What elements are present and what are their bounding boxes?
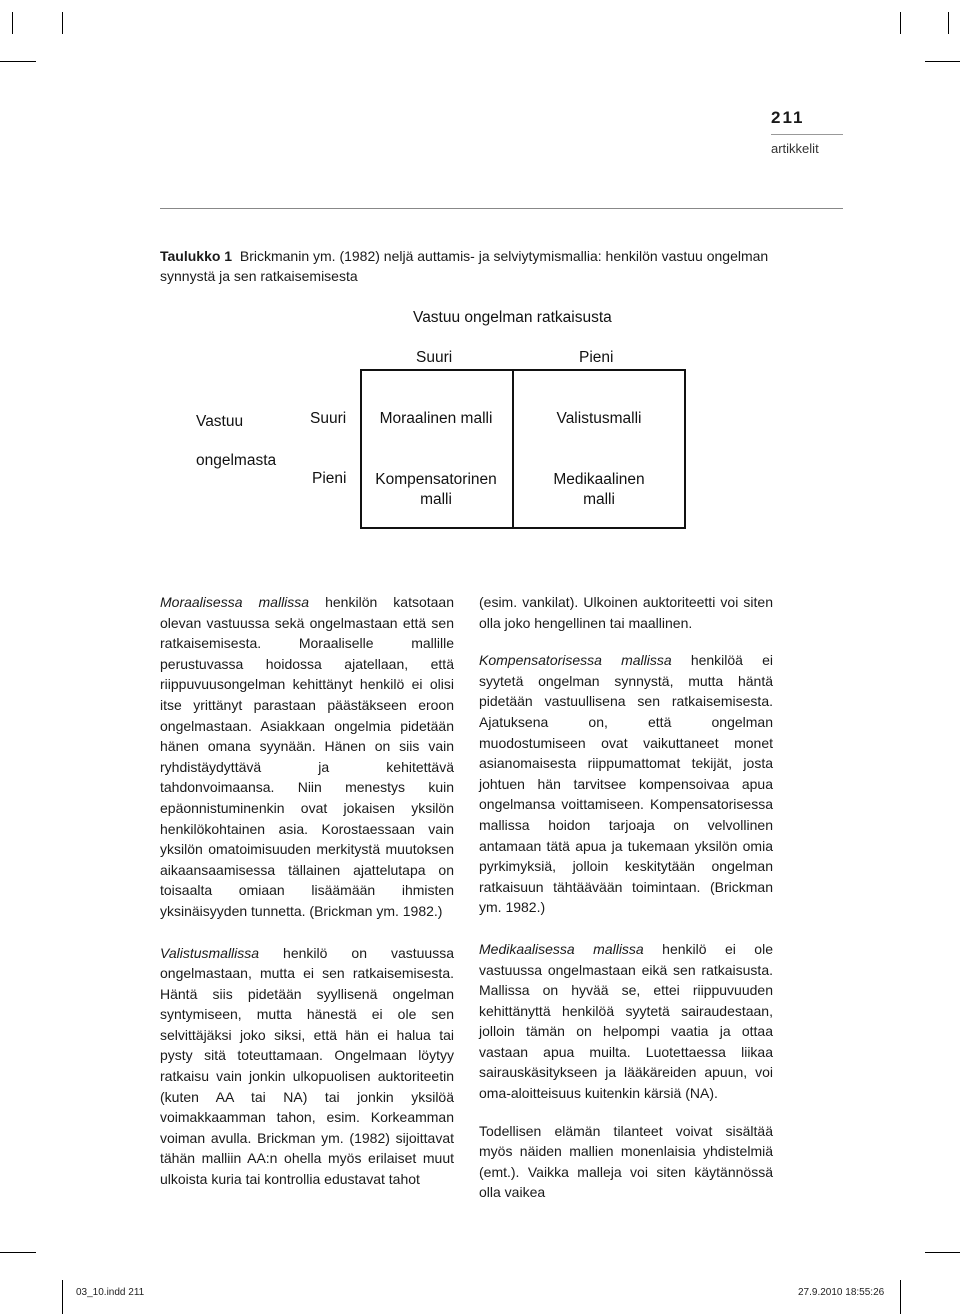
crop-mark (12, 12, 13, 34)
table-row-title: Vastuu (196, 413, 244, 430)
paragraph-text: henkilö on vastuussa ongelmastaan, mutta ei sen ratkaisemisesta. Häntä siis pidetään syyllisenä ongelman syntymiseen, mutta hänestä ei ole sen selvittäjäksi joko siksi, että hän ei halua tai pysty sitä toteuttamaan. Ongelmaan löytyy ratkaisu vain jonkin ulkopuolisen auktoriteetin (kuten AA tai NA) tai jonkin yksilöä voimakkaamman tahon, esim. Korkeamman voiman avulla. Brickman ym. (1982) sijoittavat tähän malliin AA:n ohella myös erilaiset muut ulkoista kuria tai kontrollia edustavat tahot (160, 944, 454, 1188)
paragraph-text: henkilöä ei syytetä ongelman synnystä, mutta häntä pidetään vastuullisena sen ratkaisemisesta. Ajatuksena on, että ongelman muodostumiseen ovat vaikuttaneet monet asianomaisesta riippumattomat tekijät, josta johtuen hän tarvitsee kompensoivaa apua ongelmansa voittamiseen. Kompensatorisessa mallissa hoidon tarjoaja on velvollinen antamaan tätä apua ja tukemaan yksilön omia pyrkimyksiä, jolloin keskitytään ongelman ratkaisuun tähtäävään toimintaan. (Brickman ym. 1982.) (479, 652, 774, 916)
paragraph-text: (esim. vankilat). Ulkoinen auktoriteetti voi siten olla joko hengellinen tai maallinen. (479, 594, 773, 631)
caption-label: Taulukko 1 (160, 248, 233, 264)
cell-line: Medikaalinen (553, 471, 645, 488)
paragraph-text: Todellisen elämän tilanteet voivat sisältää myös näiden mallien monenlaisia yhdistelmiä (emt.). Vaikka malleja voi siten käytännössä olla vaikea (479, 1122, 773, 1201)
crop-mark (0, 1252, 36, 1253)
crop-mark (925, 61, 960, 62)
crop-mark (925, 1252, 960, 1253)
cell-moral-model: Moraalinen malli (379, 410, 493, 427)
crop-mark (62, 1280, 63, 1314)
table-col-high: Suuri (416, 349, 453, 366)
table-row-low: Pieni (312, 470, 347, 487)
paragraph (160, 943, 454, 1190)
emphasis: Medikaalisessa mallissa (479, 940, 644, 957)
crop-mark (0, 61, 36, 62)
paragraph (479, 1121, 773, 1203)
text-column-left (160, 592, 454, 1190)
cell-enlightenment-model: Valistusmalli (556, 410, 642, 427)
table-caption (160, 246, 800, 286)
cell-medical-model (512, 470, 686, 510)
crop-mark (900, 12, 901, 34)
emphasis: Valistusmallissa (160, 944, 260, 961)
paragraph (160, 592, 454, 922)
table-col-title: Vastuu ongelman ratkaisusta (413, 309, 612, 326)
table-row-title: ongelmasta (196, 452, 277, 469)
crop-mark (62, 12, 63, 34)
paragraph (479, 939, 773, 1104)
paragraph (479, 650, 773, 918)
slug-file: 03_10.indd 211 (76, 1287, 145, 1298)
paragraph (479, 592, 773, 633)
table-col-low: Pieni (579, 349, 614, 366)
text-column-right (479, 592, 773, 1203)
paragraph-text: henkilö ei ole vastuussa ongelmastaan eikä sen ratkaisusta. Mallissa on hyvää se, ettei riippuvuuden kehittänyttä henkilöä syytetä sairaudestaan, jolloin tämän on helpompi vaatia ja ottaa vastaan apua muilta. Luotettaessa liikaa sairauskäsitykseen ja lääkäreiden apuun, voi oma-aloitteisuus kuitenkin kärsiä (NA). (479, 940, 773, 1102)
page-header (771, 108, 843, 156)
slug-timestamp: 27.9.2010 18:55:26 (798, 1287, 885, 1298)
crop-mark (948, 12, 949, 34)
cell-line: malli (420, 491, 452, 508)
cell-compensatory-model (360, 470, 512, 510)
section-label: artikkelit (771, 134, 843, 156)
emphasis: Kompensatorisessa mallissa (479, 652, 672, 669)
page-number: 211 (771, 108, 805, 127)
paragraph-text: henkilön katsotaan olevan vastuussa sekä ongelmastaan että sen ratkaisemisesta. Moraaliselle mallille perustuvassa hoidossa ajatellaan, että riippuvuusongelman kehittänyt henkilö ei olisi itse yrittänyt parastaan päästäkseen eroon ongelmastaan. Asiakkaan ongelmia pidetään hänen omana syynään. Hänen on siis vain ryhdistäydyttävä ja kehitettävä tahdonvoimaansa. Niin menestys kuin epäonnistuminenkin ovat jokaisen yksilön henkilökohtainen asia. Korostaessaan vain yksilön omatoimisuuden merkitystä muutoksen aikaansaamisessa tällainen ajattelutapa on toisaalta omiaan lisäämään ihmisten yksinäisyyden tunnetta. (Brickman ym. 1982.) (160, 594, 454, 919)
caption-text: Brickmanin ym. (1982) neljä auttamis- ja selviytymismallia: henkilön vastuu ongelman synnystä ja sen ratkaisemisesta (160, 248, 769, 284)
table-row-high: Suuri (310, 410, 347, 427)
cell-line: Kompensatorinen (375, 471, 497, 488)
crop-mark (900, 1280, 901, 1314)
header-rule (160, 208, 843, 209)
cell-line: malli (583, 491, 615, 508)
emphasis: Moraalisessa mallissa (160, 594, 310, 610)
